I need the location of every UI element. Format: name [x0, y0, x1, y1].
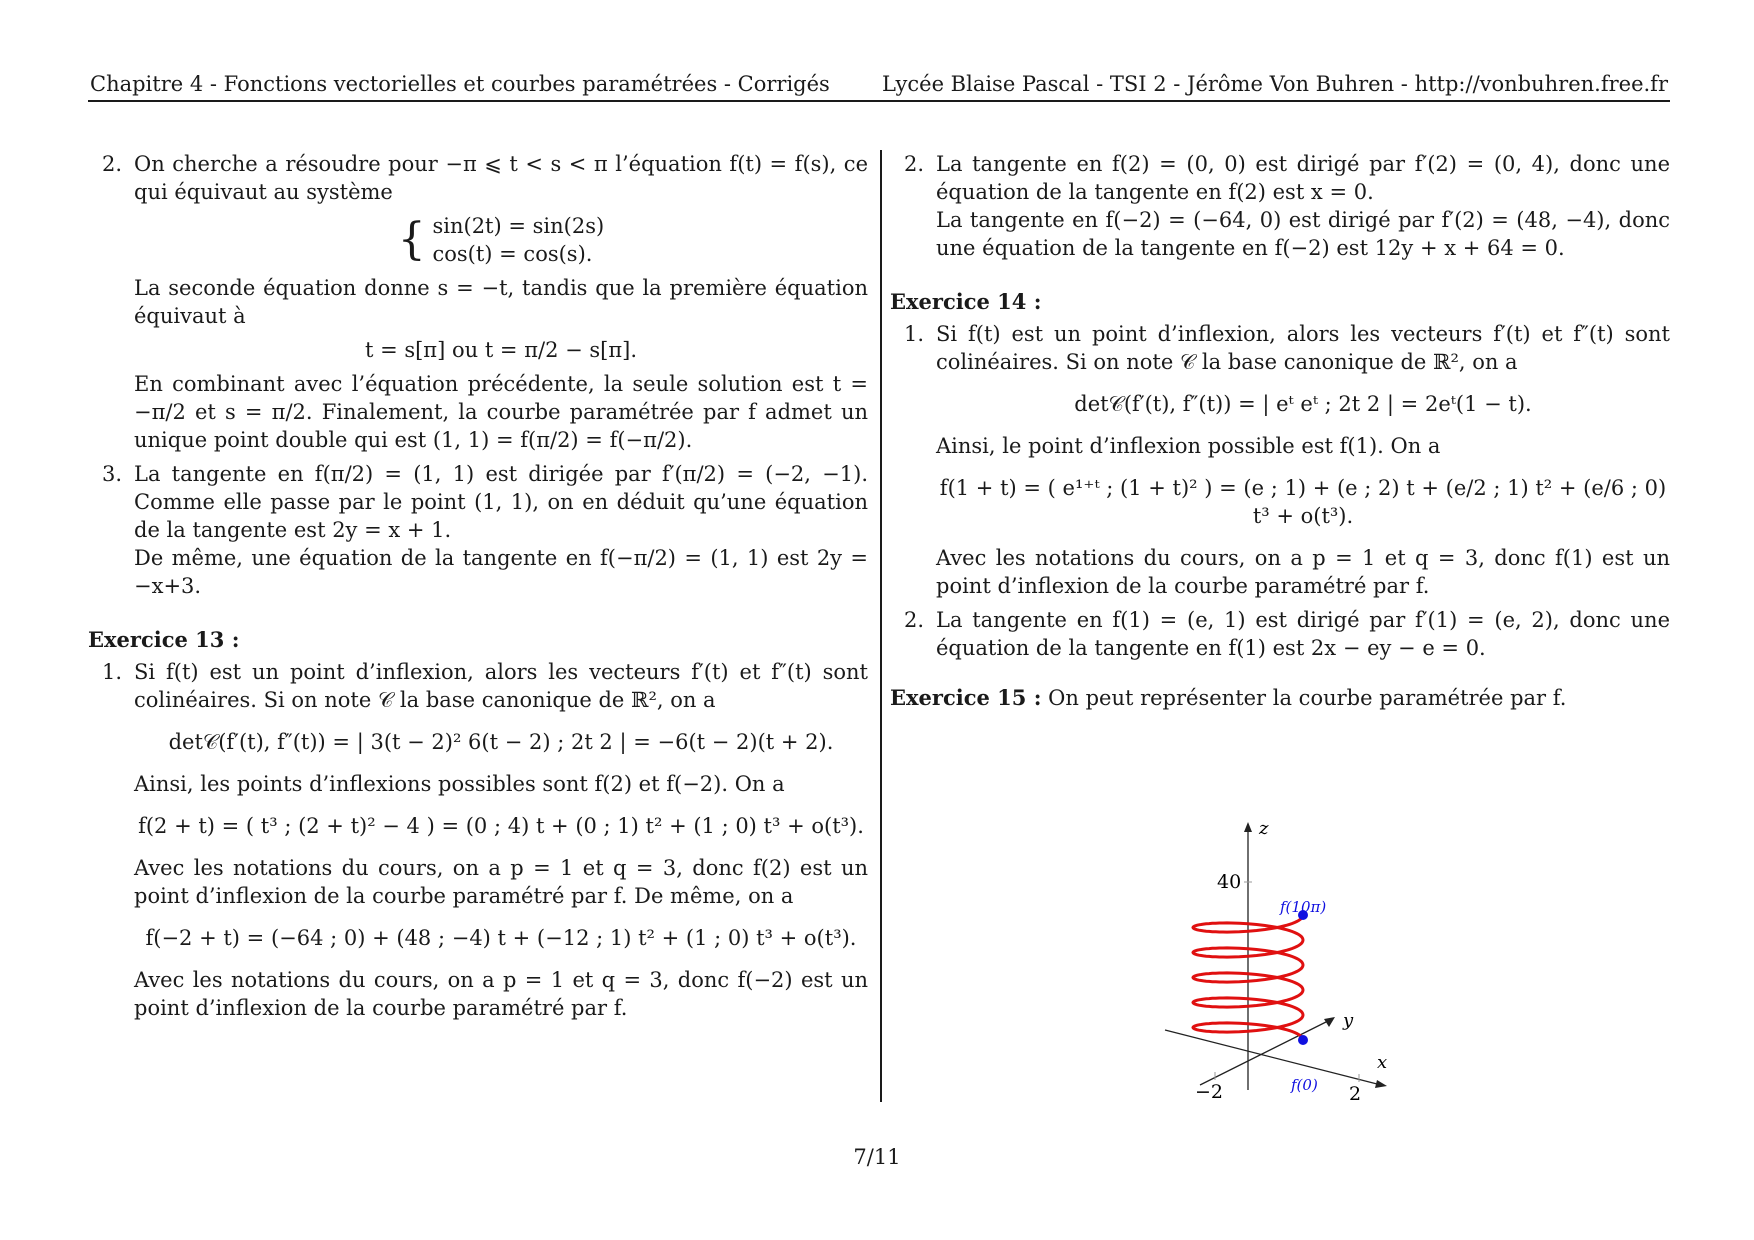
item-number: 2. — [102, 152, 123, 176]
tick-label-2: 2 — [1349, 1083, 1362, 1105]
paragraph: En combinant avec l’équation précédente, la seule solution est t = −π/2 et s = π/2. Finalement, la courbe paramétrée par f admet un unique point double qui est (1, 1) = f(π/2) = f(−π/2). — [134, 372, 868, 452]
equation-system: { sin(2t) = sin(2s) cos(t) = cos(s). — [397, 214, 605, 266]
paragraph: Avec les notations du cours, on a p = 1 et q = 3, donc f(−2) est un point d’inflexion de la courbe paramétré par f. — [134, 968, 868, 1020]
column-divider — [880, 150, 882, 1102]
paragraph: De même, une équation de la tangente en f(−π/2) = (1, 1) est 2y = −x+3. — [134, 546, 868, 598]
helix-figure — [1145, 820, 1435, 1120]
paragraph: La tangente en f(2) = (0, 0) est dirigé par f′(2) = (0, 4), donc une équation de la tangente en f(2) est x = 0. — [936, 152, 1670, 204]
paragraph: On peut représenter la courbe paramétrée par f. — [1048, 686, 1567, 710]
paragraph: On cherche a résoudre pour −π ⩽ t < s < π l’équation f(t) = f(s), ce qui équivaut au système — [134, 152, 868, 204]
list-item — [88, 460, 868, 600]
point-f-0 — [1298, 1035, 1308, 1045]
page-header — [88, 70, 1670, 102]
equation: det𝒞(f′(t), f″(t)) = | eᵗ eᵗ ; 2t 2 | = 2eᵗ(1 − t). — [1074, 392, 1532, 416]
exercise-title: Exercice 15 : — [890, 685, 1042, 710]
list-item — [88, 658, 868, 1022]
paragraph: La tangente en f(1) = (e, 1) est dirigé par f′(1) = (e, 2), donc une équation de la tangente en f(1) est 2x − ey − e = 0. — [936, 608, 1670, 660]
paragraph: La seconde équation donne s = −t, tandis que la première équation équivaut à — [134, 276, 868, 328]
z-axis-label: z — [1259, 820, 1269, 839]
tick-label-40: 40 — [1217, 871, 1242, 893]
paragraph: Si f(t) est un point d’inflexion, alors les vecteurs f′(t) et f″(t) sont colinéaires. Si on note 𝒞 la base canonique de ℝ², on a — [134, 660, 868, 712]
equation: cos(t) = cos(s). — [432, 242, 593, 266]
list-item — [88, 150, 868, 454]
paragraph: Ainsi, les points d’inflexions possibles sont f(2) et f(−2). On a — [134, 772, 785, 796]
item-number: 1. — [102, 660, 123, 684]
header-chapter: Chapitre 4 - Fonctions vectorielles et courbes paramétrées - Corrigés — [90, 72, 830, 96]
point-label-f-0: f(0) — [1291, 1076, 1318, 1094]
exercise-title: Exercice 14 : — [890, 289, 1042, 314]
paragraph: La tangente en f(π/2) = (1, 1) est dirigée par f′(π/2) = (−2, −1). Comme elle passe par le point (1, 1), on en déduit qu’une équation de la tangente est 2y = x + 1. — [134, 462, 868, 542]
paragraph: La tangente en f(−2) = (−64, 0) est dirigé par f′(2) = (48, −4), donc une équation de la tangente en f(−2) est 12y + x + 64 = 0. — [936, 208, 1670, 260]
list-item — [890, 320, 1670, 600]
x-axis-label: x — [1377, 1052, 1388, 1073]
item-number: 1. — [904, 322, 925, 346]
item-number: 3. — [102, 462, 123, 486]
equation: det𝒞(f′(t), f″(t)) = | 3(t − 2)² 6(t − 2) ; 2t 2 | = −6(t − 2)(t + 2). — [168, 730, 834, 754]
exercise-title: Exercice 13 : — [88, 627, 240, 652]
list-item — [890, 606, 1670, 662]
left-column — [88, 150, 868, 1022]
equation: t = s[π] ou t = π/2 − s[π]. — [364, 338, 638, 362]
equation: f(2 + t) = ( t³ ; (2 + t)² − 4 ) = (0 ; 4) t + (0 ; 1) t² + (1 ; 0) t³ + o(t³). — [138, 814, 864, 838]
header-author: Lycée Blaise Pascal - TSI 2 - Jérôme Von Buhren - http://vonbuhren.free.fr — [881, 72, 1668, 96]
item-number: 2. — [904, 608, 925, 632]
x-axis — [1165, 1030, 1381, 1085]
equation: f(−2 + t) = (−64 ; 0) + (48 ; −4) t + (−12 ; 1) t² + (1 ; 0) t³ + o(t³). — [145, 926, 857, 950]
y-axis-label: y — [1343, 1010, 1354, 1031]
paragraph: Ainsi, le point d’inflexion possible est f(1). On a — [936, 434, 1441, 458]
point-label-f-10pi: f(10π) — [1280, 898, 1327, 916]
item-number: 2. — [904, 152, 925, 176]
exercise-15 — [890, 684, 1670, 712]
x-axis-arrow — [1375, 1080, 1387, 1088]
equation: f(1 + t) = ( e¹⁺ᵗ ; (1 + t)² ) = (e ; 1) + (e ; 2) t + (e/2 ; 1) t² + (e/6 ; 0) t³ + o(t³). — [939, 476, 1667, 528]
z-axis-arrow — [1244, 822, 1252, 832]
list-item — [890, 150, 1670, 262]
paragraph: Avec les notations du cours, on a p = 1 et q = 3, donc f(2) est un point d’inflexion de la courbe paramétré par f. De même, on a — [134, 856, 868, 908]
right-column — [890, 150, 1670, 712]
paragraph: Si f(t) est un point d’inflexion, alors les vecteurs f′(t) et f″(t) sont colinéaires. Si on note 𝒞 la base canonique de ℝ², on a — [936, 322, 1670, 374]
equation: sin(2t) = sin(2s) — [432, 214, 605, 238]
paragraph: Avec les notations du cours, on a p = 1 et q = 3, donc f(1) est un point d’inflexion de la courbe paramétré par f. — [936, 546, 1670, 598]
tick-label-minus-2: −2 — [1195, 1081, 1224, 1103]
page-number: 7/11 — [853, 1145, 901, 1169]
